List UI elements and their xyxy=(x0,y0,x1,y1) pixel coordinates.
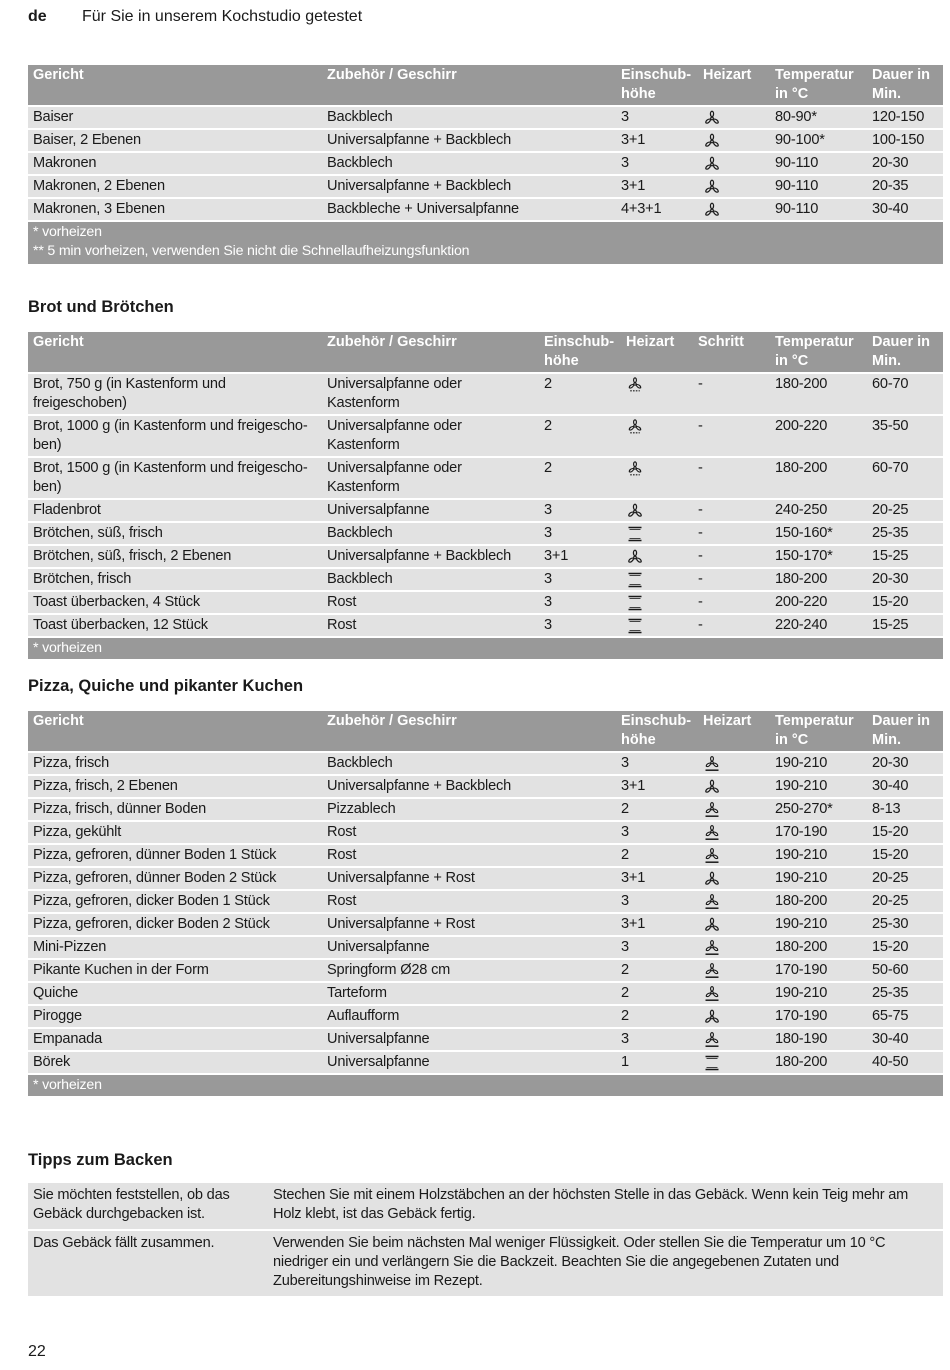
temp-cell: 180-200 xyxy=(770,936,867,959)
table-row xyxy=(28,129,943,152)
column-header: Temperatur in °C xyxy=(770,65,867,106)
level-cell: 2 xyxy=(616,1005,698,1028)
temp-cell: 170-190 xyxy=(770,959,867,982)
pizza-icon xyxy=(703,801,721,819)
time-cell: 25-35 xyxy=(867,522,943,545)
table-row xyxy=(28,959,943,982)
section-title-tipps: Tipps zum Backen xyxy=(28,1151,173,1169)
accessory-cell: Backblech xyxy=(322,106,616,129)
dish-cell: Toast überbacken, 4 Stück xyxy=(28,591,322,614)
time-cell: 20-30 xyxy=(867,752,943,775)
column-header: Temperatur in °C xyxy=(770,332,867,373)
accessory-cell: Universalpfanne + Backblech xyxy=(322,775,616,798)
column-header: Heizart xyxy=(621,332,693,373)
dish-cell: Pizza, frisch, dünner Boden xyxy=(28,798,322,821)
tip-problem: Sie möchten feststellen, ob das Gebäck durchgebacken ist. xyxy=(28,1183,268,1230)
column-header: Gericht xyxy=(28,711,322,752)
dish-cell: Makronen, 3 Ebenen xyxy=(28,198,322,221)
table-row xyxy=(28,752,943,775)
fan-icon xyxy=(703,1008,721,1026)
fan-icon xyxy=(703,132,721,150)
bread-fan-icon xyxy=(626,460,644,478)
table-baiser-makronen xyxy=(28,65,943,264)
accessory-cell: Auflaufform xyxy=(322,1005,616,1028)
dish-cell: Empanada xyxy=(28,1028,322,1051)
dish-cell: Pizza, frisch, 2 Ebenen xyxy=(28,775,322,798)
pizza-icon xyxy=(703,939,721,957)
fan-icon xyxy=(703,778,721,796)
level-cell: 3 xyxy=(539,591,621,614)
table-row xyxy=(28,1028,943,1051)
step-cell: - xyxy=(693,499,770,522)
time-cell: 20-35 xyxy=(867,175,943,198)
column-header: Gericht xyxy=(28,332,322,373)
dish-cell: Toast überbacken, 12 Stück xyxy=(28,614,322,637)
fan-icon xyxy=(703,178,721,196)
heating-cell xyxy=(621,591,693,614)
accessory-cell: Universalpfanne oder Kastenform xyxy=(322,457,539,499)
temp-cell: 250-270* xyxy=(770,798,867,821)
table-row xyxy=(28,175,943,198)
heating-cell xyxy=(698,129,770,152)
column-header: Zubehör / Geschirr xyxy=(322,711,616,752)
table-row xyxy=(28,867,943,890)
fan-icon xyxy=(703,201,721,219)
temp-cell: 190-210 xyxy=(770,982,867,1005)
table-row xyxy=(28,982,943,1005)
temp-cell: 90-110 xyxy=(770,152,867,175)
heating-cell xyxy=(698,1051,770,1074)
table-header-row xyxy=(28,711,943,752)
temp-cell: 90-110 xyxy=(770,175,867,198)
dish-cell: Brot, 1500 g (in Kastenform und freigescho-ben) xyxy=(28,457,322,499)
table-row xyxy=(28,152,943,175)
temp-cell: 170-190 xyxy=(770,1005,867,1028)
time-cell: 60-70 xyxy=(867,373,943,415)
table-row xyxy=(28,198,943,221)
time-cell: 60-70 xyxy=(867,457,943,499)
table-row xyxy=(28,1005,943,1028)
level-cell: 4+3+1 xyxy=(616,198,698,221)
dish-cell: Brot, 750 g (in Kastenform und freigeschoben) xyxy=(28,373,322,415)
footnote: * vorheizen xyxy=(28,637,943,659)
dish-cell: Pizza, gefroren, dünner Boden 1 Stück xyxy=(28,844,322,867)
time-cell: 25-35 xyxy=(867,982,943,1005)
level-cell: 3 xyxy=(616,1028,698,1051)
temp-cell: 150-160* xyxy=(770,522,867,545)
accessory-cell: Pizzablech xyxy=(322,798,616,821)
level-cell: 3 xyxy=(616,752,698,775)
level-cell: 3+1 xyxy=(616,913,698,936)
level-cell: 3 xyxy=(539,522,621,545)
step-cell: - xyxy=(693,457,770,499)
time-cell: 40-50 xyxy=(867,1051,943,1074)
step-cell: - xyxy=(693,568,770,591)
temp-cell: 190-210 xyxy=(770,775,867,798)
column-header: Temperatur in °C xyxy=(770,711,867,752)
step-cell: - xyxy=(693,522,770,545)
accessory-cell: Universalpfanne xyxy=(322,499,539,522)
table-header-row xyxy=(28,65,943,106)
footnote: * vorheizen xyxy=(28,221,943,242)
top-bottom-heat-icon xyxy=(626,525,644,543)
temp-cell: 200-220 xyxy=(770,591,867,614)
column-header: Dauer in Min. xyxy=(867,332,943,373)
dish-cell: Brot, 1000 g (in Kastenform und freigescho-ben) xyxy=(28,415,322,457)
time-cell: 30-40 xyxy=(867,775,943,798)
language-code: de xyxy=(28,8,47,25)
level-cell: 2 xyxy=(616,982,698,1005)
footnote: * vorheizen xyxy=(28,1074,943,1096)
heating-cell xyxy=(698,752,770,775)
accessory-cell: Universalpfanne xyxy=(322,1051,616,1074)
level-cell: 3 xyxy=(616,936,698,959)
pizza-icon xyxy=(703,962,721,980)
temp-cell: 180-190 xyxy=(770,1028,867,1051)
tip-row xyxy=(28,1183,943,1230)
table-row xyxy=(28,415,943,457)
heating-cell xyxy=(698,1005,770,1028)
pizza-icon xyxy=(703,985,721,1003)
level-cell: 2 xyxy=(616,844,698,867)
dish-cell: Mini-Pizzen xyxy=(28,936,322,959)
pizza-icon xyxy=(703,847,721,865)
bread-fan-icon xyxy=(626,418,644,436)
footnote-row xyxy=(28,242,943,264)
accessory-cell: Backblech xyxy=(322,152,616,175)
heating-cell xyxy=(698,913,770,936)
accessory-cell: Universalpfanne + Rost xyxy=(322,913,616,936)
heating-cell xyxy=(698,982,770,1005)
accessory-cell: Backbleche + Universalpfanne xyxy=(322,198,616,221)
tip-solution: Stechen Sie mit einem Holzstäbchen an der höchsten Stelle in das Gebäck. Wenn kein Teig mehr am Holz klebt, ist das Gebäck fertig. xyxy=(268,1183,943,1230)
column-header: Dauer in Min. xyxy=(867,65,943,106)
heating-cell xyxy=(621,545,693,568)
table-pizza-quiche xyxy=(28,711,943,1096)
time-cell: 30-40 xyxy=(867,198,943,221)
level-cell: 3+1 xyxy=(616,175,698,198)
temp-cell: 190-210 xyxy=(770,867,867,890)
temp-cell: 200-220 xyxy=(770,415,867,457)
time-cell: 120-150 xyxy=(867,106,943,129)
level-cell: 2 xyxy=(616,798,698,821)
level-cell: 3+1 xyxy=(616,129,698,152)
step-cell: - xyxy=(693,591,770,614)
accessory-cell: Universalpfanne + Backblech xyxy=(322,129,616,152)
table-header-row xyxy=(28,332,943,373)
table-row xyxy=(28,373,943,415)
time-cell: 20-30 xyxy=(867,152,943,175)
accessory-cell: Tarteform xyxy=(322,982,616,1005)
table-row xyxy=(28,499,943,522)
temp-cell: 180-200 xyxy=(770,890,867,913)
section-title-pizza: Pizza, Quiche und pikanter Kuchen xyxy=(28,677,304,695)
pizza-icon xyxy=(703,824,721,842)
page-header-title: Für Sie in unserem Kochstudio getestet xyxy=(82,8,363,25)
time-cell: 15-20 xyxy=(867,936,943,959)
column-header: Einschub-höhe xyxy=(616,65,698,106)
table-row xyxy=(28,936,943,959)
table-row xyxy=(28,775,943,798)
level-cell: 3 xyxy=(616,152,698,175)
heating-cell xyxy=(698,198,770,221)
level-cell: 3+1 xyxy=(616,775,698,798)
accessory-cell: Backblech xyxy=(322,522,539,545)
pizza-icon xyxy=(703,893,721,911)
time-cell: 100-150 xyxy=(867,129,943,152)
temp-cell: 180-200 xyxy=(770,457,867,499)
time-cell: 25-30 xyxy=(867,913,943,936)
table-row xyxy=(28,591,943,614)
accessory-cell: Universalpfanne xyxy=(322,936,616,959)
heating-cell xyxy=(698,936,770,959)
column-header: Zubehör / Geschirr xyxy=(322,65,616,106)
column-header: Gericht xyxy=(28,65,322,106)
accessory-cell: Rost xyxy=(322,591,539,614)
level-cell: 3 xyxy=(616,890,698,913)
heating-cell xyxy=(698,175,770,198)
table-brot-broetchen xyxy=(28,332,943,659)
time-cell: 65-75 xyxy=(867,1005,943,1028)
column-header: Heizart xyxy=(698,711,770,752)
accessory-cell: Rost xyxy=(322,844,616,867)
dish-cell: Pizza, gekühlt xyxy=(28,821,322,844)
temp-cell: 240-250 xyxy=(770,499,867,522)
level-cell: 2 xyxy=(539,415,621,457)
fan-icon xyxy=(626,548,644,566)
time-cell: 15-25 xyxy=(867,614,943,637)
top-bottom-heat-icon xyxy=(626,594,644,612)
table-row xyxy=(28,568,943,591)
temp-cell: 180-200 xyxy=(770,568,867,591)
dish-cell: Pikante Kuchen in der Form xyxy=(28,959,322,982)
temp-cell: 90-100* xyxy=(770,129,867,152)
accessory-cell: Universalpfanne xyxy=(322,1028,616,1051)
fan-icon xyxy=(703,155,721,173)
table-row xyxy=(28,545,943,568)
table-row xyxy=(28,106,943,129)
temp-cell: 150-170* xyxy=(770,545,867,568)
table-row xyxy=(28,1051,943,1074)
section-title-brot: Brot und Brötchen xyxy=(28,298,174,316)
level-cell: 3+1 xyxy=(539,545,621,568)
dish-cell: Pizza, gefroren, dünner Boden 2 Stück xyxy=(28,867,322,890)
time-cell: 50-60 xyxy=(867,959,943,982)
heating-cell xyxy=(621,522,693,545)
temp-cell: 90-110 xyxy=(770,198,867,221)
heating-cell xyxy=(621,614,693,637)
column-header: Zubehör / Geschirr xyxy=(322,332,539,373)
column-header: Einschub-höhe xyxy=(616,711,698,752)
accessory-cell: Rost xyxy=(322,890,616,913)
column-header: Schritt xyxy=(693,332,770,373)
bread-fan-icon xyxy=(626,376,644,394)
time-cell: 15-20 xyxy=(867,844,943,867)
heating-cell xyxy=(698,959,770,982)
time-cell: 15-20 xyxy=(867,821,943,844)
column-header: Heizart xyxy=(698,65,770,106)
time-cell: 8-13 xyxy=(867,798,943,821)
accessory-cell: Universalpfanne + Backblech xyxy=(322,545,539,568)
fan-icon xyxy=(703,916,721,934)
pizza-icon xyxy=(703,1031,721,1049)
time-cell: 20-25 xyxy=(867,867,943,890)
footnote-row xyxy=(28,221,943,242)
dish-cell: Pizza, gefroren, dicker Boden 2 Stück xyxy=(28,913,322,936)
time-cell: 15-20 xyxy=(867,591,943,614)
top-bottom-heat-icon xyxy=(626,571,644,589)
accessory-cell: Backblech xyxy=(322,752,616,775)
heating-cell xyxy=(698,1028,770,1051)
heating-cell xyxy=(698,106,770,129)
table-row xyxy=(28,913,943,936)
time-cell: 20-25 xyxy=(867,890,943,913)
column-header: Einschub-höhe xyxy=(539,332,621,373)
dish-cell: Börek xyxy=(28,1051,322,1074)
dish-cell: Baiser xyxy=(28,106,322,129)
page-number: 22 xyxy=(28,1343,46,1360)
footnote-row xyxy=(28,1074,943,1096)
temp-cell: 220-240 xyxy=(770,614,867,637)
level-cell: 3 xyxy=(539,499,621,522)
heating-cell xyxy=(698,890,770,913)
temp-cell: 80-90* xyxy=(770,106,867,129)
dish-cell: Brötchen, süß, frisch xyxy=(28,522,322,545)
step-cell: - xyxy=(693,373,770,415)
table-row xyxy=(28,844,943,867)
heating-cell xyxy=(698,821,770,844)
level-cell: 3 xyxy=(616,106,698,129)
top-bottom-heat-icon xyxy=(626,617,644,635)
heating-cell xyxy=(621,499,693,522)
fan-icon xyxy=(626,502,644,520)
table-row xyxy=(28,890,943,913)
tip-problem: Das Gebäck fällt zusammen. xyxy=(28,1230,268,1297)
time-cell: 15-25 xyxy=(867,545,943,568)
tip-solution: Verwenden Sie beim nächsten Mal weniger Flüssigkeit. Oder stellen Sie die Temperatur um 10 °C niedriger ein und verlängern Sie die Backzeit. Beachten Sie die angegebenen Zutaten und Zubereitungshinweise im Rezept. xyxy=(268,1230,943,1297)
tip-row xyxy=(28,1230,943,1297)
fan-icon xyxy=(703,109,721,127)
pizza-icon xyxy=(703,755,721,773)
accessory-cell: Backblech xyxy=(322,568,539,591)
level-cell: 2 xyxy=(539,373,621,415)
level-cell: 1 xyxy=(616,1051,698,1074)
level-cell: 2 xyxy=(539,457,621,499)
table-row xyxy=(28,614,943,637)
dish-cell: Quiche xyxy=(28,982,322,1005)
heating-cell xyxy=(621,568,693,591)
step-cell: - xyxy=(693,545,770,568)
heating-cell xyxy=(621,373,693,415)
table-row xyxy=(28,522,943,545)
top-bottom-heat-icon xyxy=(703,1054,721,1072)
fan-icon xyxy=(703,870,721,888)
column-header: Dauer in Min. xyxy=(867,711,943,752)
accessory-cell: Rost xyxy=(322,614,539,637)
accessory-cell: Universalpfanne + Rost xyxy=(322,867,616,890)
time-cell: 20-30 xyxy=(867,568,943,591)
heating-cell xyxy=(698,844,770,867)
heating-cell xyxy=(698,775,770,798)
dish-cell: Baiser, 2 Ebenen xyxy=(28,129,322,152)
temp-cell: 190-210 xyxy=(770,752,867,775)
accessory-cell: Rost xyxy=(322,821,616,844)
dish-cell: Brötchen, süß, frisch, 2 Ebenen xyxy=(28,545,322,568)
level-cell: 3 xyxy=(616,821,698,844)
level-cell: 3+1 xyxy=(616,867,698,890)
temp-cell: 190-210 xyxy=(770,844,867,867)
heating-cell xyxy=(698,798,770,821)
temp-cell: 170-190 xyxy=(770,821,867,844)
dish-cell: Pizza, frisch xyxy=(28,752,322,775)
dish-cell: Pirogge xyxy=(28,1005,322,1028)
footnote-row xyxy=(28,637,943,659)
heating-cell xyxy=(621,415,693,457)
table-tipps xyxy=(28,1183,943,1298)
step-cell: - xyxy=(693,415,770,457)
footnote: ** 5 min vorheizen, verwenden Sie nicht die Schnellaufheizungsfunktion xyxy=(28,242,943,264)
step-cell: - xyxy=(693,614,770,637)
table-row xyxy=(28,798,943,821)
accessory-cell: Universalpfanne + Backblech xyxy=(322,175,616,198)
heating-cell xyxy=(621,457,693,499)
dish-cell: Makronen, 2 Ebenen xyxy=(28,175,322,198)
table-row xyxy=(28,457,943,499)
accessory-cell: Universalpfanne oder Kastenform xyxy=(322,415,539,457)
accessory-cell: Springform Ø28 cm xyxy=(322,959,616,982)
dish-cell: Makronen xyxy=(28,152,322,175)
time-cell: 20-25 xyxy=(867,499,943,522)
time-cell: 30-40 xyxy=(867,1028,943,1051)
level-cell: 2 xyxy=(616,959,698,982)
accessory-cell: Universalpfanne oder Kastenform xyxy=(322,373,539,415)
time-cell: 35-50 xyxy=(867,415,943,457)
dish-cell: Fladenbrot xyxy=(28,499,322,522)
dish-cell: Pizza, gefroren, dicker Boden 1 Stück xyxy=(28,890,322,913)
level-cell: 3 xyxy=(539,614,621,637)
temp-cell: 180-200 xyxy=(770,373,867,415)
heating-cell xyxy=(698,152,770,175)
table-row xyxy=(28,821,943,844)
dish-cell: Brötchen, frisch xyxy=(28,568,322,591)
level-cell: 3 xyxy=(539,568,621,591)
heating-cell xyxy=(698,867,770,890)
temp-cell: 190-210 xyxy=(770,913,867,936)
temp-cell: 180-200 xyxy=(770,1051,867,1074)
